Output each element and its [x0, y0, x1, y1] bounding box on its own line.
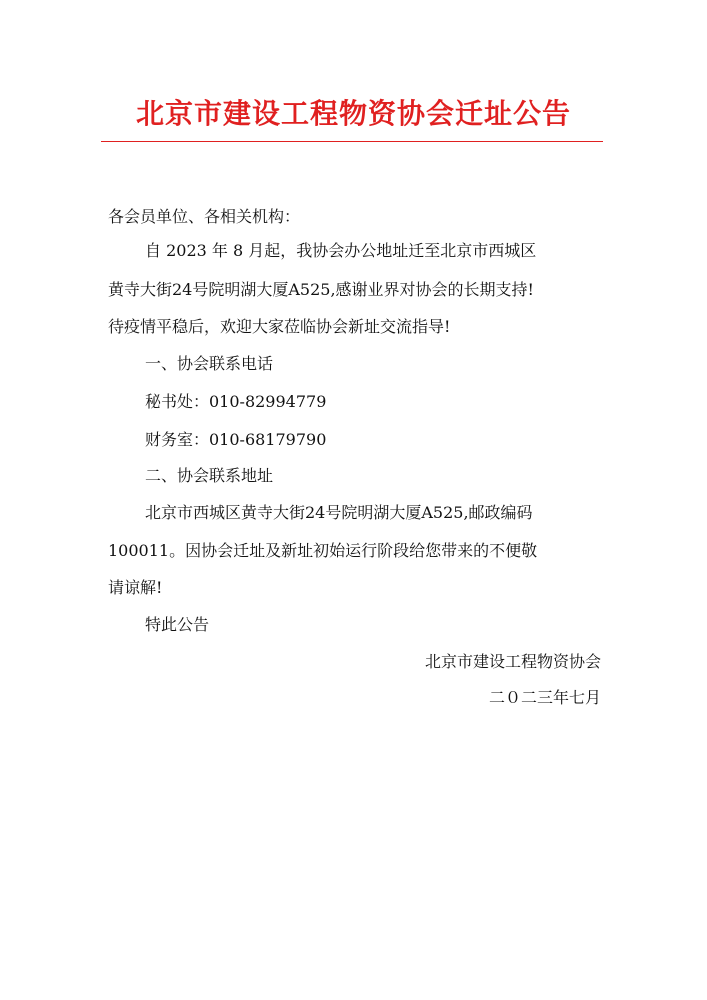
section-heading-phone: 一、协会联系电话 — [145, 354, 274, 373]
salutation: 各会员单位、各相关机构： — [108, 207, 301, 226]
section-heading-address: 二、协会联系地址 — [145, 466, 274, 485]
signature-organization: 北京市建设工程物资协会 — [424, 652, 601, 671]
closing-text: 特此公告 — [145, 615, 210, 634]
phone-secretariat: 秘书处：010-82994779 — [145, 392, 327, 411]
paragraph-line: 自 2023 年 8 月起，我协会办公地址迁至北京市西城区 — [145, 241, 537, 260]
title-divider — [101, 141, 603, 142]
paragraph-line: 黄寺大街24号院明湖大厦A525,感谢业界对协会的长期支持! — [108, 280, 534, 299]
address-line: 100011。因协会迁址及新址初始运行阶段给您带来的不便敬 — [108, 541, 538, 560]
signature-date: 二０二三年七月 — [488, 688, 601, 707]
notice-title: 北京市建设工程物资协会迁址公告 — [135, 97, 571, 130]
phone-finance: 财务室：010-68179790 — [145, 430, 327, 449]
address-line: 北京市西城区黄寺大街24号院明湖大厦A525,邮政编码 — [145, 503, 533, 522]
paragraph-line: 待疫情平稳后，欢迎大家莅临协会新址交流指导! — [108, 317, 451, 336]
address-line: 请谅解! — [108, 578, 163, 597]
